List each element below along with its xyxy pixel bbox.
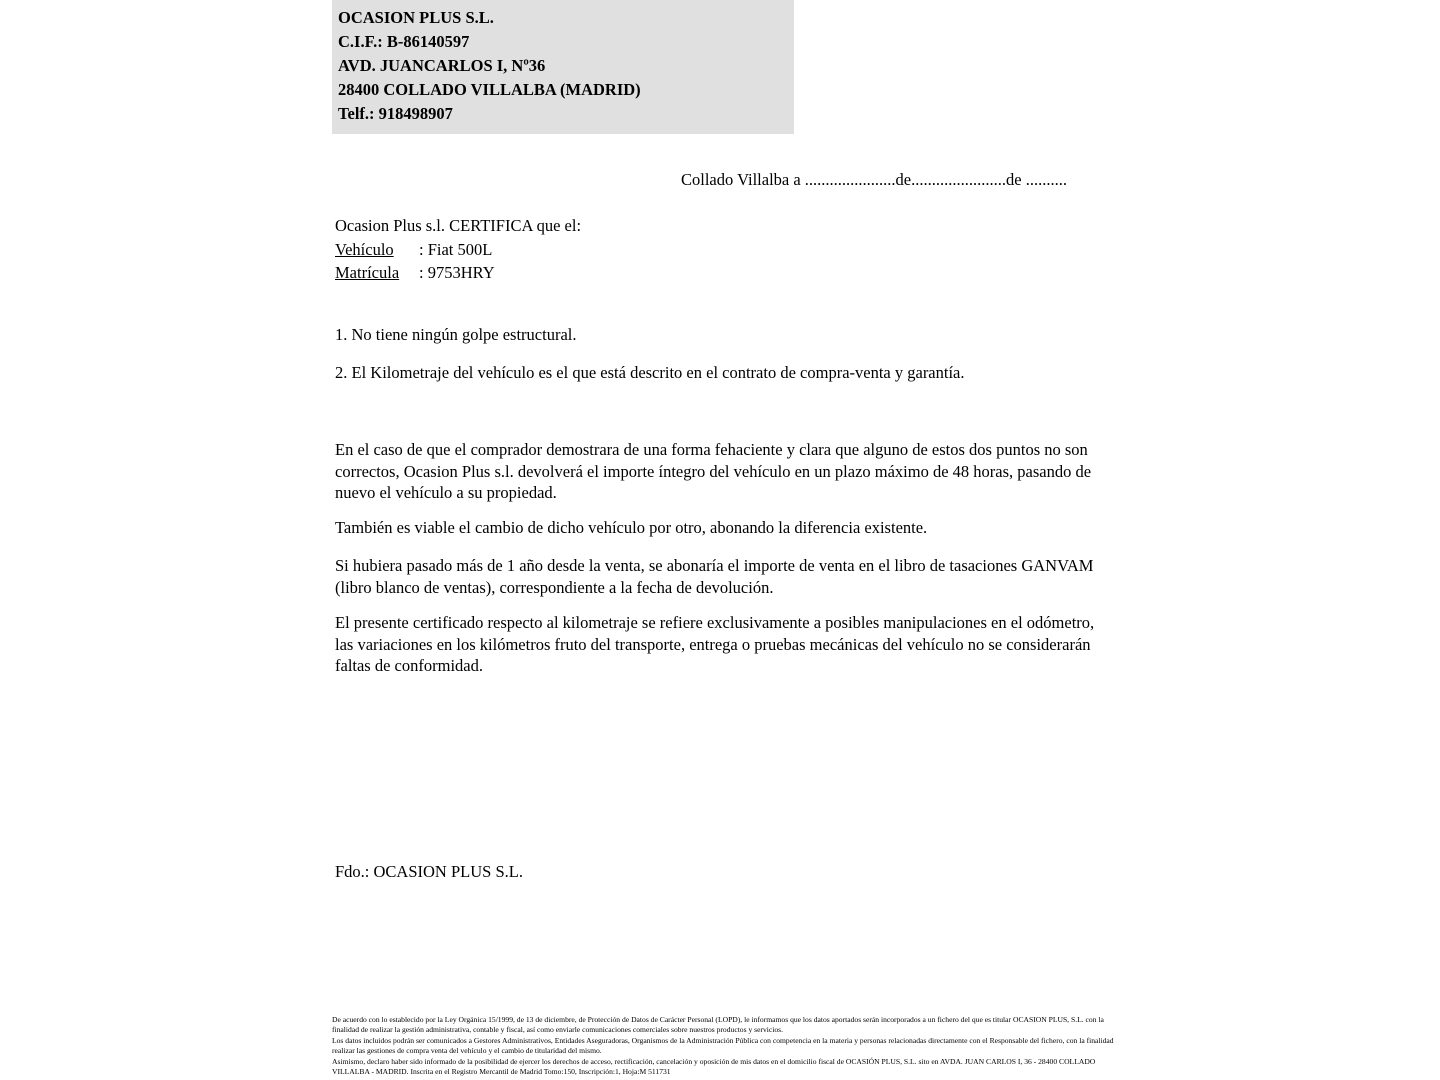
company-city: 28400 COLLADO VILLALBA (MADRID) — [338, 80, 641, 99]
company-phone: Telf.: 918498907 — [338, 104, 453, 123]
vehicle-field-label: Vehículo — [335, 240, 394, 259]
vehicle-field-row — [335, 240, 492, 260]
legal-notice — [332, 1015, 1122, 1079]
paragraph-odometer-scope: El presente certificado respecto al kilometraje se refiere exclusivamente a posibles manipulaciones en el odómetro, las variaciones en los kilómetros fruto del transporte, entrega o pruebas mecánicas del vehículo no se considerarán faltas de conformidad. — [335, 613, 1095, 675]
certified-point-2: 2. El Kilometraje del vehículo es el que está descrito en el contrato de compra-venta y garantía. — [335, 363, 965, 382]
vehicle-field-separator: : — [419, 240, 428, 259]
company-letterhead — [332, 0, 794, 134]
legal-paragraph-2: Los datos incluidos podrán ser comunicados a Gestores Administrativos, Entidades Aseguradoras, Organismos de la Administración Pública con competencia en la materia y personas relacionadas directamente con el Responsable del fichero, con la finalidad realizar las gestiones de compra venta del vehículo y el cambio de titularidad del mismo. — [332, 1036, 1114, 1055]
plate-field-label: Matrícula — [335, 263, 400, 282]
legal-paragraph-1: De acuerdo con lo establecido por la Ley Orgánica 15/1999, de 13 de diciembre, de Protección de Datos de Carácter Personal (LOPD), le informamos que los datos aportados serán incorporados a un fichero del que es titular OCASION PLUS, S.L. con la finalidad de realizar la gestión administrativa, contable y fiscal, así como enviarle comunicaciones comerciales sobre nuestros productos y servicios. — [332, 1015, 1104, 1034]
company-address: AVD. JUANCARLOS I, Nº36 — [338, 56, 546, 75]
legal-paragraph-3: Asimismo, declaro haber sido informado de la posibilidad de ejercer los derechos de acceso, rectificación, cancelación y oposición de mis datos en el domicilio fiscal de OCASIÓN PLUS, S.L. sito en AVDA. JUAN CARLOS I, 36 - 28400 COLLADO VILLALBA - MADRID. Inscrita en el Registro Mercantil de Madrid Tomo:150, Inscripción:1, Hoja:M 511731 — [332, 1057, 1096, 1076]
paragraph-one-year-valuation: Si hubiera pasado más de 1 año desde la venta, se abonaría el importe de venta en el libro de tasaciones GANVAM (libro blanco de ventas), correspondiente a la fecha de devolución. — [335, 556, 1094, 597]
vehicle-field-value: Fiat 500L — [427, 240, 493, 259]
company-cif: C.I.F.: B-86140597 — [338, 32, 470, 51]
place-and-date-line: Collado Villalba a ......................de.......................de .......... — [681, 170, 1067, 189]
paragraph-refund-terms: En el caso de que el comprador demostrara de una forma fehaciente y clara que alguno de estos dos puntos no son correctos, Ocasion Plus s.l. devolverá el importe íntegro del vehículo en un plazo máximo de 48 horas, pasando de nuevo el vehículo a su propiedad. — [335, 440, 1092, 502]
plate-field-value: 9753HRY — [427, 263, 495, 282]
paragraph-vehicle-exchange: También es viable el cambio de dicho vehículo por otro, abonando la diferencia existente. — [335, 518, 928, 537]
certification-intro: Ocasion Plus s.l. CERTIFICA que el: — [335, 216, 582, 235]
certified-point-1: 1. No tiene ningún golpe estructural. — [335, 325, 577, 344]
company-name: OCASION PLUS S.L. — [338, 8, 494, 27]
plate-field-separator: : — [419, 263, 428, 282]
signature-line: Fdo.: OCASION PLUS S.L. — [335, 862, 523, 881]
plate-field-row — [335, 263, 495, 283]
